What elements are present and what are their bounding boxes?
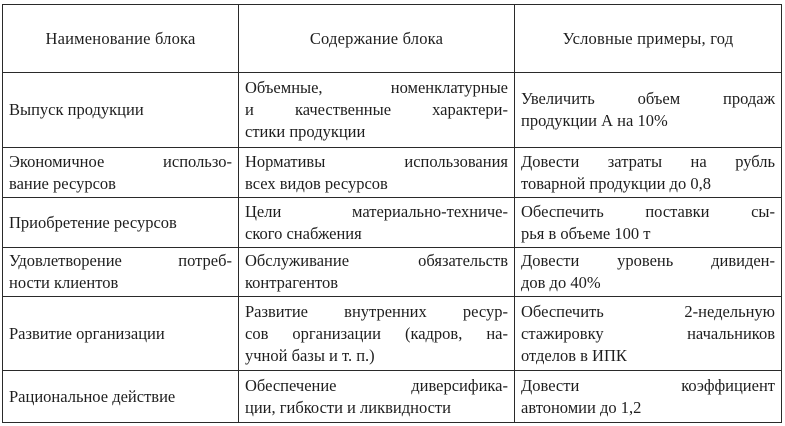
row-content-cell <box>239 198 515 248</box>
cell-line: ности клиентов <box>9 273 119 292</box>
cell-line: Развитие организации <box>9 323 165 343</box>
row-content-cell <box>239 297 515 371</box>
table-row <box>3 73 782 148</box>
cell-line: автономии до 1,2 <box>521 397 642 417</box>
cell-line: отделов в ИПК <box>521 345 627 365</box>
row-example-cell <box>515 297 782 371</box>
cell-line: Рациональное действие <box>9 386 176 406</box>
row-example-cell <box>515 148 782 198</box>
row-name-cell <box>3 198 239 248</box>
cell-line: Приобретение ресурсов <box>9 212 177 232</box>
cell-line: ского снабжения <box>245 223 362 243</box>
cell-line: сов организации (кадров, на- <box>245 323 508 343</box>
cell-line: рья в объеме 100 т <box>521 223 651 243</box>
cell-line: дов до 40% <box>521 273 601 292</box>
table-row <box>3 248 782 297</box>
header-examples: Условные примеры, год <box>515 5 782 73</box>
row-content-cell <box>239 148 515 198</box>
cell-line: Обеспечение диверсифика- <box>245 375 508 395</box>
cell-line: стажировку начальников <box>521 323 775 343</box>
row-content-cell <box>239 371 515 423</box>
table-header-row <box>3 5 782 73</box>
cell-line: ции, гибкости и ликвидности <box>245 397 451 417</box>
cell-line: Довести коэффициент <box>521 375 775 395</box>
header-block-name: Наименование блока <box>3 5 239 73</box>
table-row <box>3 297 782 371</box>
row-content-cell <box>239 248 515 297</box>
row-name-cell <box>3 371 239 423</box>
row-name-cell <box>3 248 239 297</box>
cell-line: Увеличить объем продаж <box>521 89 775 108</box>
table-row <box>3 198 782 248</box>
cell-line: Удовлетворение потреб- <box>9 251 232 270</box>
row-example-cell <box>515 198 782 248</box>
cell-line: Выпуск продукции <box>9 100 144 119</box>
cell-line: Довести уровень дивиден- <box>521 251 775 270</box>
cell-line: продукции А на 10% <box>521 111 668 130</box>
cell-line: Обслуживание обязательств <box>245 251 508 270</box>
cell-line: товарной продукции до 0,8 <box>521 173 711 193</box>
cell-line: Нормативы использования <box>245 151 508 171</box>
row-name-cell <box>3 297 239 371</box>
cell-line: контрагентов <box>245 273 338 292</box>
cell-line: стики продукции <box>245 122 366 141</box>
cell-line: Обеспечить 2-недельную <box>521 301 775 321</box>
cell-line: Цели материально-техниче- <box>245 201 508 221</box>
table-row <box>3 371 782 423</box>
cell-line: всех видов ресурсов <box>245 173 388 193</box>
row-example-cell <box>515 248 782 297</box>
cell-line: вание ресурсов <box>9 173 116 193</box>
goals-table <box>2 4 782 423</box>
cell-line: Довести затраты на рубль <box>521 151 775 171</box>
row-example-cell <box>515 73 782 148</box>
cell-line: Объемные, номенклатурные <box>245 78 508 97</box>
row-name-cell <box>3 148 239 198</box>
row-example-cell <box>515 371 782 423</box>
cell-line: и качественные характери- <box>245 100 508 119</box>
row-name-cell <box>3 73 239 148</box>
cell-line: учной базы и т. п.) <box>245 345 375 365</box>
row-content-cell <box>239 73 515 148</box>
cell-line: Экономичное использо- <box>9 151 232 171</box>
cell-line: Развитие внутренних ресур- <box>245 301 508 321</box>
header-block-content: Содержание блока <box>239 5 515 73</box>
cell-line: Обеспечить поставки сы- <box>521 201 775 221</box>
table-row <box>3 148 782 198</box>
